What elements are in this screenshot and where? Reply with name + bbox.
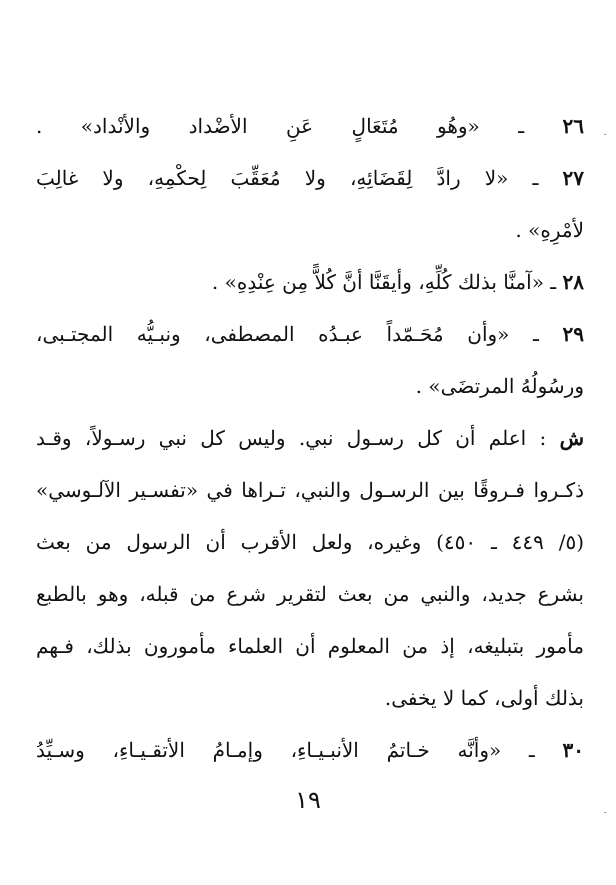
page-body bbox=[36, 100, 584, 776]
text-line-11 bbox=[36, 620, 584, 672]
text-line-2 bbox=[36, 152, 584, 204]
line-text: بذلك أولى، كما لا يخفى. bbox=[384, 686, 584, 710]
line-text: لأمْرِهِ» . bbox=[515, 218, 584, 242]
text-line-3 bbox=[36, 204, 584, 256]
text-line-8 bbox=[36, 464, 584, 516]
line-text: ـ «آمنَّا بذلك كُلِّهِ، وأيقَنَّا أنَّ كُلاًّ مِن عِنْدِهِ» . bbox=[211, 270, 563, 294]
text-line-12 bbox=[36, 672, 584, 724]
text-line-1 bbox=[36, 100, 584, 152]
text-line-4 bbox=[36, 256, 584, 308]
line-text: ـ «وأنَّه خـاتمُ الأنبـيـاءِ، وإمـامُ الأتقـيـاءِ، وسـيِّدُ bbox=[36, 738, 563, 762]
line-text: (٥/ ٤٤٩ ـ ٤٥٠) وغيره، ولعل الأقرب أن الرسول من بعث bbox=[36, 530, 584, 554]
item-number-27: ٢٧ bbox=[562, 166, 584, 190]
line-text: بشرع جديد، والنبي من بعث لتقرير شرع من قبله، وهو بالطبع bbox=[36, 582, 584, 606]
commentary-marker: ش bbox=[559, 426, 584, 450]
text-line-9 bbox=[36, 516, 584, 568]
line-text: ذكـروا فـروقًا بين الرسـول والنبي، تـراها في «تفسـير الآلـوسي» bbox=[36, 478, 584, 502]
line-text: ـ «وهُو مُتَعَالٍ عَنِ الأضْداد والأنْداد» . bbox=[36, 114, 563, 138]
text-line-5 bbox=[36, 308, 584, 360]
page-number: ١٩ bbox=[295, 786, 321, 814]
margin-mark-top: ـ bbox=[604, 128, 607, 138]
item-number-28: ٢٨ bbox=[562, 270, 584, 294]
text-line-6 bbox=[36, 360, 584, 412]
line-text: : اعلم أن كل رسـول نبي. وليس كل نبي رسـولاً، وقـد bbox=[36, 426, 547, 450]
text-line-10 bbox=[36, 568, 584, 620]
line-text: ورسُولُهُ المرتضَى» . bbox=[415, 374, 584, 398]
line-text: ـ «وأن مُحَـمّداً عبـدُه المصطفى، ونبـيُّه المجتـبى، bbox=[36, 322, 563, 346]
text-line-7 bbox=[36, 412, 584, 464]
line-text: ـ «لا رادَّ لِقَضَائِهِ، ولا مُعَقِّبَ لِحكْمِهِ، ولا غالِبَ bbox=[36, 166, 563, 190]
item-number-30: ٣٠ bbox=[562, 738, 584, 762]
text-line-13 bbox=[36, 724, 584, 776]
item-number-29: ٢٩ bbox=[562, 322, 584, 346]
item-number-26: ٢٦ bbox=[562, 114, 584, 138]
line-text: مأمور بتبليغه، إذ من المعلوم أن العلماء مأمورون بذلك، فـهم bbox=[36, 634, 584, 658]
margin-mark-bottom: ـ bbox=[604, 806, 607, 816]
